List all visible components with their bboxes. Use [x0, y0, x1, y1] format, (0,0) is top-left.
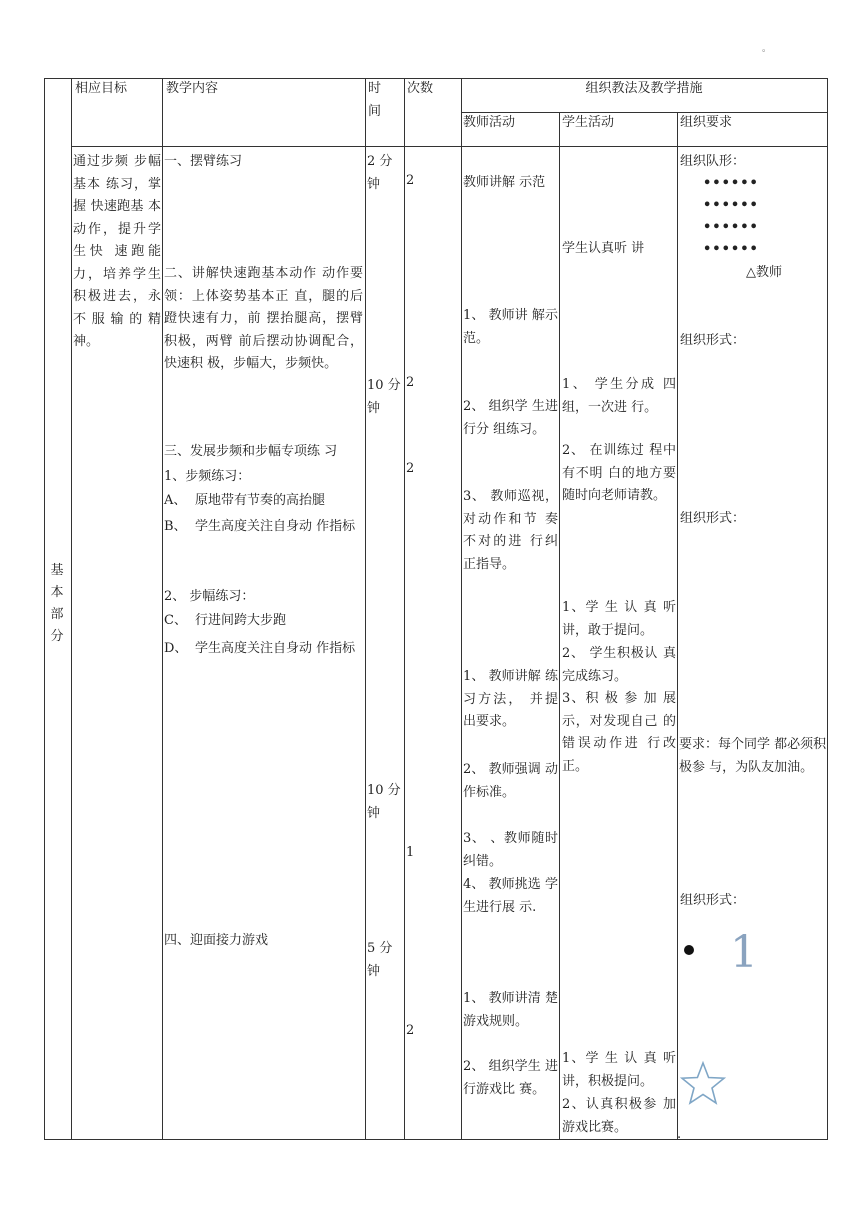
student-activity-1: 学生认真听 讲 — [562, 241, 645, 256]
count-2: 2 — [406, 375, 415, 390]
teacher-activity-9: 1、 教师讲清 楚游戏规则。 — [463, 991, 558, 1029]
student-activity-4: 1、学 生 认 真 听讲，敢于提问。 — [562, 600, 676, 638]
teacher-activity-10: 2、 组织学生 进行游戏比 赛。 — [463, 1059, 558, 1097]
bullet-dot-icon — [684, 945, 694, 955]
rule-v7 — [677, 112, 678, 1140]
header-teacher-activity: 教师活动 — [463, 115, 516, 130]
time-1: 2 分钟 — [367, 154, 393, 192]
section-label: 基本部分 — [50, 563, 64, 644]
teacher-activity-8: 4、 教师挑选 学生进行展 示. — [463, 877, 558, 915]
rule-h1 — [461, 112, 827, 113]
content-stride-title: 2、 步幅练习： — [164, 589, 255, 604]
content-item-a: 原地带有节奏的高抬腿 — [195, 493, 326, 508]
count-1: 2 — [406, 173, 415, 188]
content-item-c: 行进间跨大步跑 — [195, 613, 287, 628]
rule-h2 — [71, 146, 827, 147]
teacher-activity-4: 3、 教师巡视， 对动作和节 奏不对的进 行纠正指导。 — [463, 489, 558, 572]
rule-v5 — [461, 78, 462, 1140]
rule-v3 — [365, 78, 366, 1140]
content-item-a-mark: A、 — [164, 493, 187, 508]
require-form-label-3: 组织形式： — [680, 893, 746, 908]
content-item-c-mark: C、 — [164, 613, 187, 628]
content-sprint-technique: 二、讲解快速跑基本动作 动作要领：上体姿势基本正 直，腿的后蹬快速有力，前 摆抬腿高，摆臂积极，两臂 前后摆动协调配合，快速积 极，步幅大，步频快。 — [164, 266, 363, 371]
student-activity-5: 2、 学生积极认 真完成练习。 — [562, 646, 676, 684]
content-item-b: 学生高度关注自身动 作指标 — [195, 519, 356, 534]
formation-dot-row-2: •••••• — [703, 198, 759, 213]
student-activity-2: 1、 学生分成 四组，一次进 行。 — [562, 377, 676, 415]
goal-text: 通过步频 步幅基本 练习，掌握 快速跑基 本动作，提升学生快 速跑能力，培养学生 积极进去，永不服输的精神。 — [73, 154, 161, 349]
rule-v6 — [559, 112, 560, 1140]
teacher-activity-6: 2、 教师强调 动作标准。 — [463, 762, 558, 800]
formation-dot-row-1: •••••• — [703, 176, 759, 191]
content-cadence-title: 1、步频练习： — [164, 469, 251, 484]
content-arm-swing: 一、摆臂练习 — [164, 154, 243, 169]
content-item-d: 学生高度关注自身动 作指标 — [195, 641, 356, 656]
teacher-activity-7: 3、 、教师随时 纠错。 — [463, 831, 558, 869]
header-goal: 相应目标 — [75, 81, 128, 96]
header-student-activity: 学生活动 — [562, 115, 615, 130]
header-requirements: 组织要求 — [680, 115, 733, 130]
teacher-activity-1: 教师讲解 示范 — [463, 175, 546, 190]
require-form-label-2: 组织形式： — [680, 511, 746, 526]
rule-v1 — [71, 78, 72, 1140]
count-4: 1 — [406, 845, 415, 860]
decorative-number-one: 1 — [730, 927, 758, 978]
formation-dot-row-4: •••••• — [703, 242, 759, 257]
time-3: 10 分 钟 — [367, 783, 401, 821]
student-activity-7: 1、学 生 认 真 听讲，积极提问。 — [562, 1051, 676, 1089]
formation-dot-row-3: •••••• — [703, 220, 759, 235]
content-stride-training: 三、发展步频和步幅专项练 习 — [164, 444, 338, 459]
content-item-b-mark: B、 — [164, 519, 187, 534]
student-activity-6: 3、积 极 参 加 展示，对发现自己 的错误动作进 行改正。 — [562, 691, 676, 774]
student-activity-3: 2、 在训练过 程中有不明 白的地方要 随时向老师请教。 — [562, 443, 676, 503]
content-item-d-mark: D、 — [164, 641, 188, 656]
teacher-activity-3: 2、 组织学 生进行分 组练习。 — [463, 399, 558, 437]
count-3: 2 — [406, 461, 415, 476]
time-4: 5 分钟 — [367, 941, 393, 979]
teacher-activity-2: 1、 教师讲 解示范。 — [463, 308, 558, 346]
header-count: 次数 — [407, 81, 434, 96]
time-2: 10 分钟 — [367, 378, 401, 416]
header-time: 时间 — [368, 81, 382, 119]
student-activity-8: 2、认真积极参 加游戏比赛。 — [562, 1097, 676, 1135]
header-method: 组织教法及教学措施 — [585, 81, 703, 96]
require-formation-label: 组织队形： — [680, 154, 746, 169]
rule-v2 — [162, 78, 163, 1140]
trailing-dot: . — [677, 1127, 682, 1142]
content-relay-game: 四、迎面接力游戏 — [164, 933, 269, 948]
count-5: 2 — [406, 1023, 415, 1038]
require-participation: 要求：每个同学 都必须积极参 与，为队友加油。 — [679, 737, 827, 775]
header-content: 教学内容 — [166, 81, 219, 96]
require-form-label-1: 组织形式： — [680, 333, 746, 348]
star-outline-icon — [680, 1060, 726, 1106]
teacher-activity-5: 1、 教师讲解 练习方法， 并提出要求。 — [463, 669, 558, 729]
page-mark: 。 — [762, 44, 772, 54]
rule-v4 — [404, 78, 405, 1140]
formation-teacher-mark: △教师 — [746, 265, 782, 280]
